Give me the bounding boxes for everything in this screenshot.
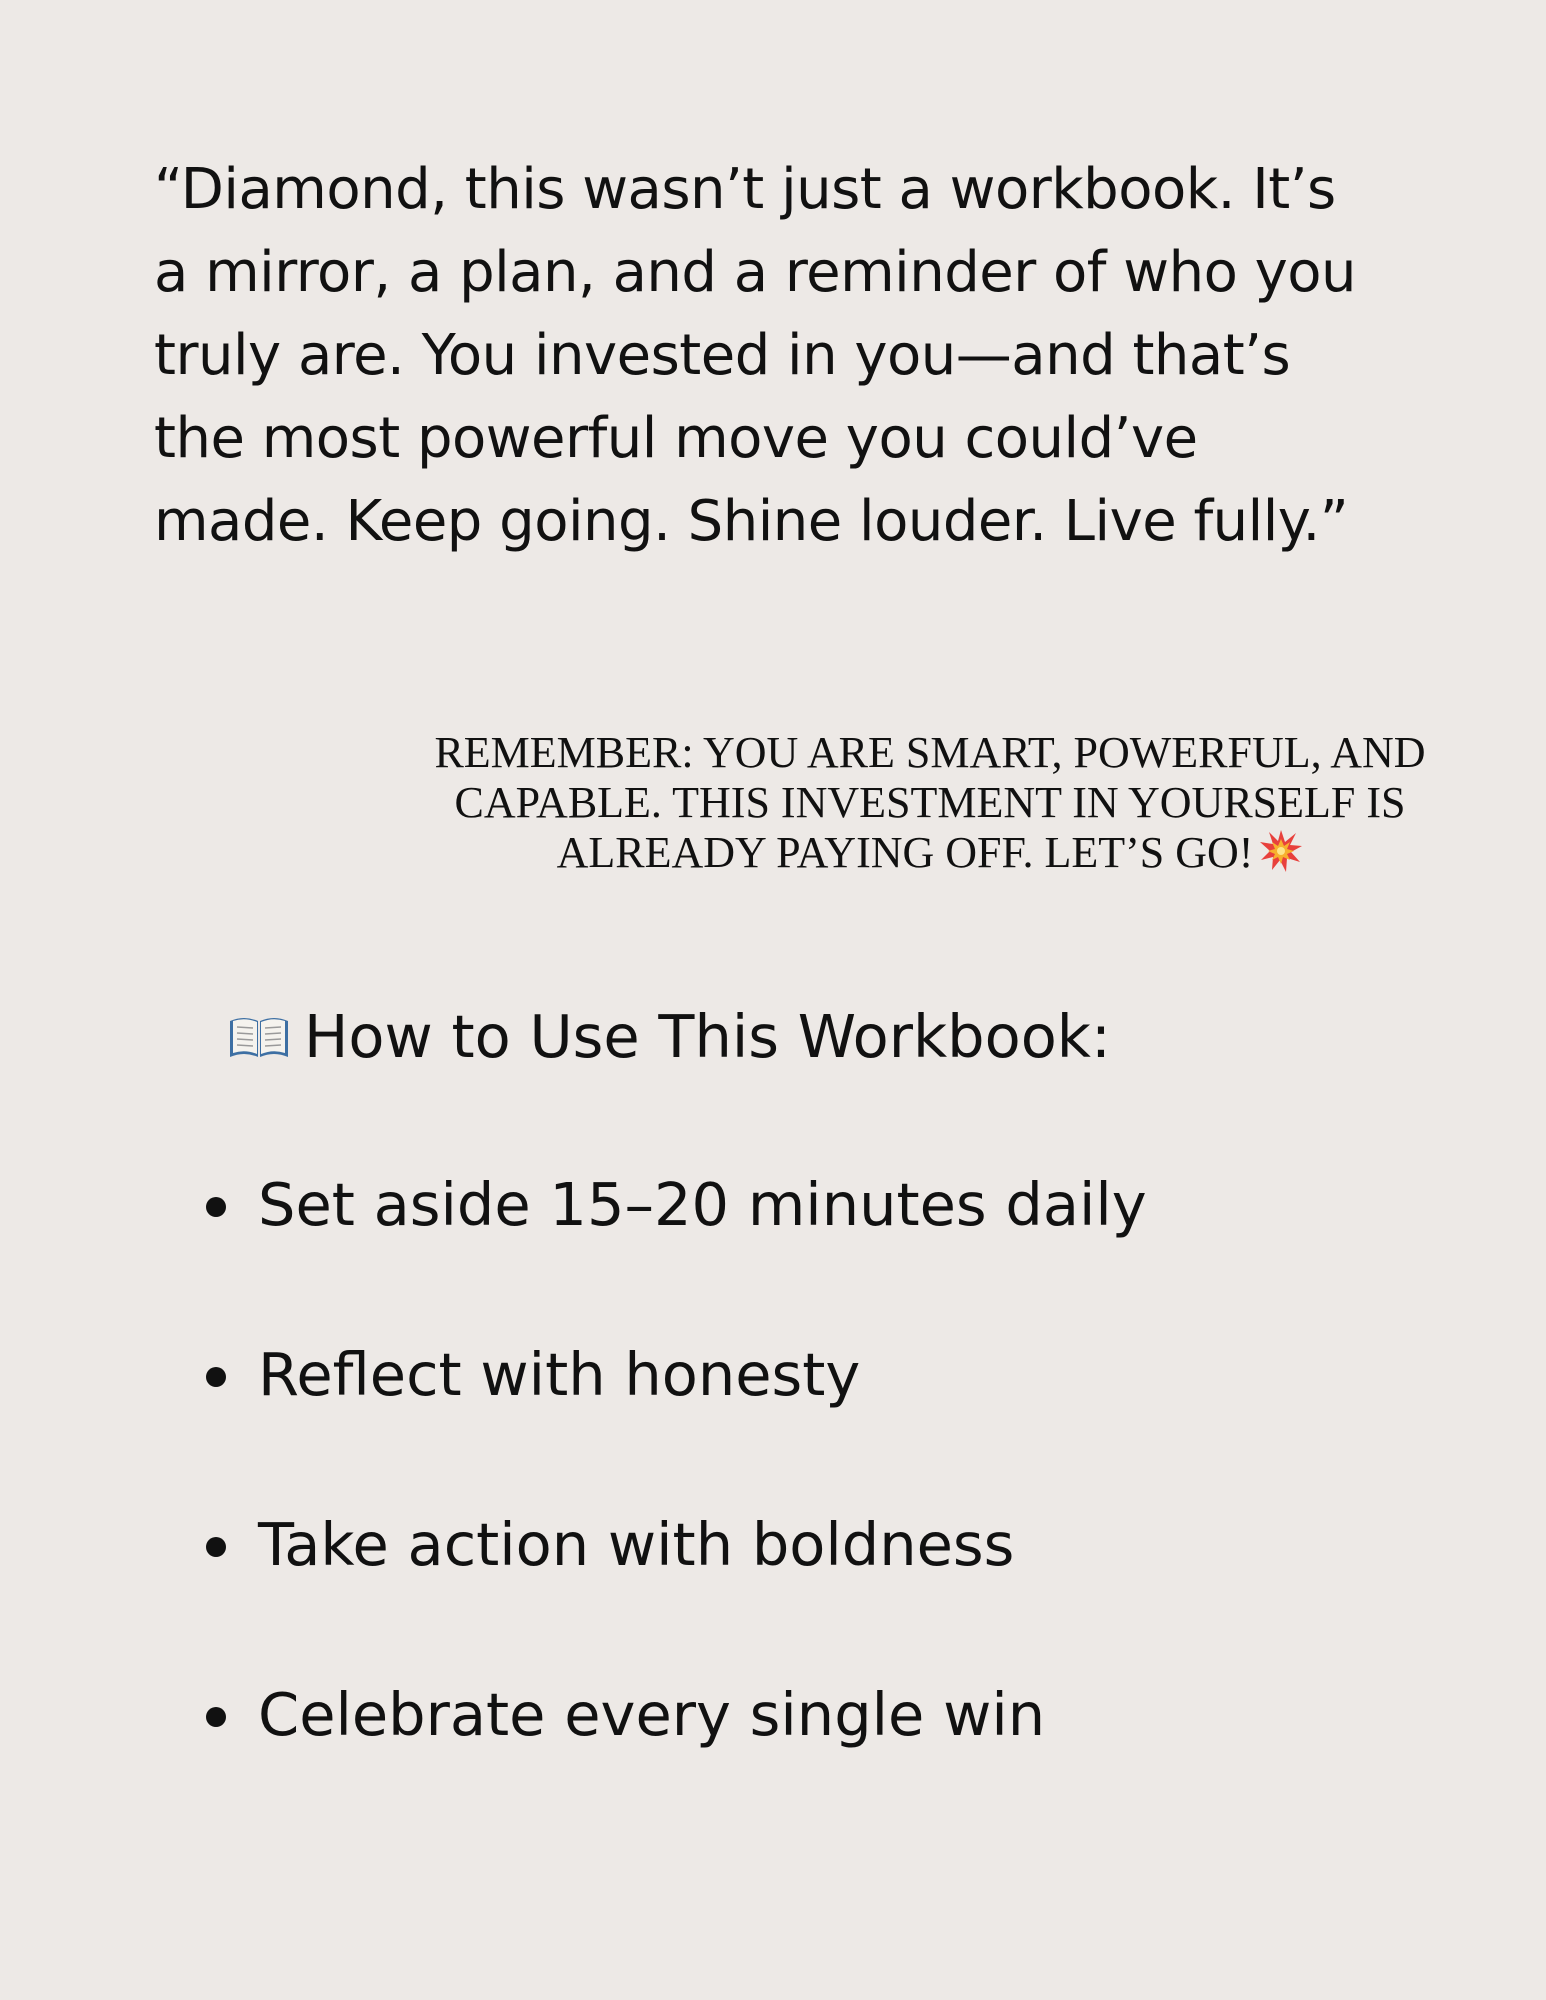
quote-line: “Diamond, this wasn’t just a workbook. It’s	[154, 157, 1336, 222]
quote-line: made. Keep going. Shine louder. Live fully.”	[154, 489, 1349, 554]
remember-line-last	[430, 828, 1430, 878]
bullet-dot	[206, 1367, 226, 1387]
list-item-text: Take action with boldness	[258, 1510, 1015, 1579]
list-item-text: Celebrate every single win	[258, 1680, 1046, 1749]
quote-line: the most powerful move you could’ve	[154, 406, 1198, 471]
bullet-dot	[206, 1707, 226, 1727]
quote-line: truly are. You invested in you—and that’s	[154, 323, 1291, 388]
open-book-icon	[228, 1004, 290, 1048]
quote-line: a mirror, a plan, and a reminder of who you	[154, 240, 1357, 305]
collision-icon	[1259, 829, 1303, 873]
remember-line: CAPABLE. THIS INVESTMENT IN YOURSELF IS	[454, 778, 1406, 827]
list-item-text: Set aside 15–20 minutes daily	[258, 1170, 1147, 1239]
remember-line: REMEMBER: YOU ARE SMART, POWERFUL, AND	[434, 728, 1426, 777]
how-to-heading-text: How to Use This Workbook:	[304, 1002, 1111, 1071]
remember-line-text: ALREADY PAYING OFF. LET’S GO!	[556, 828, 1254, 877]
how-to-heading	[228, 1002, 1111, 1072]
list-item-text: Reflect with honesty	[258, 1340, 861, 1409]
closing-quote	[154, 148, 1384, 563]
remember-callout	[430, 728, 1430, 878]
bullet-dot	[206, 1537, 226, 1557]
bullet-dot	[206, 1197, 226, 1217]
